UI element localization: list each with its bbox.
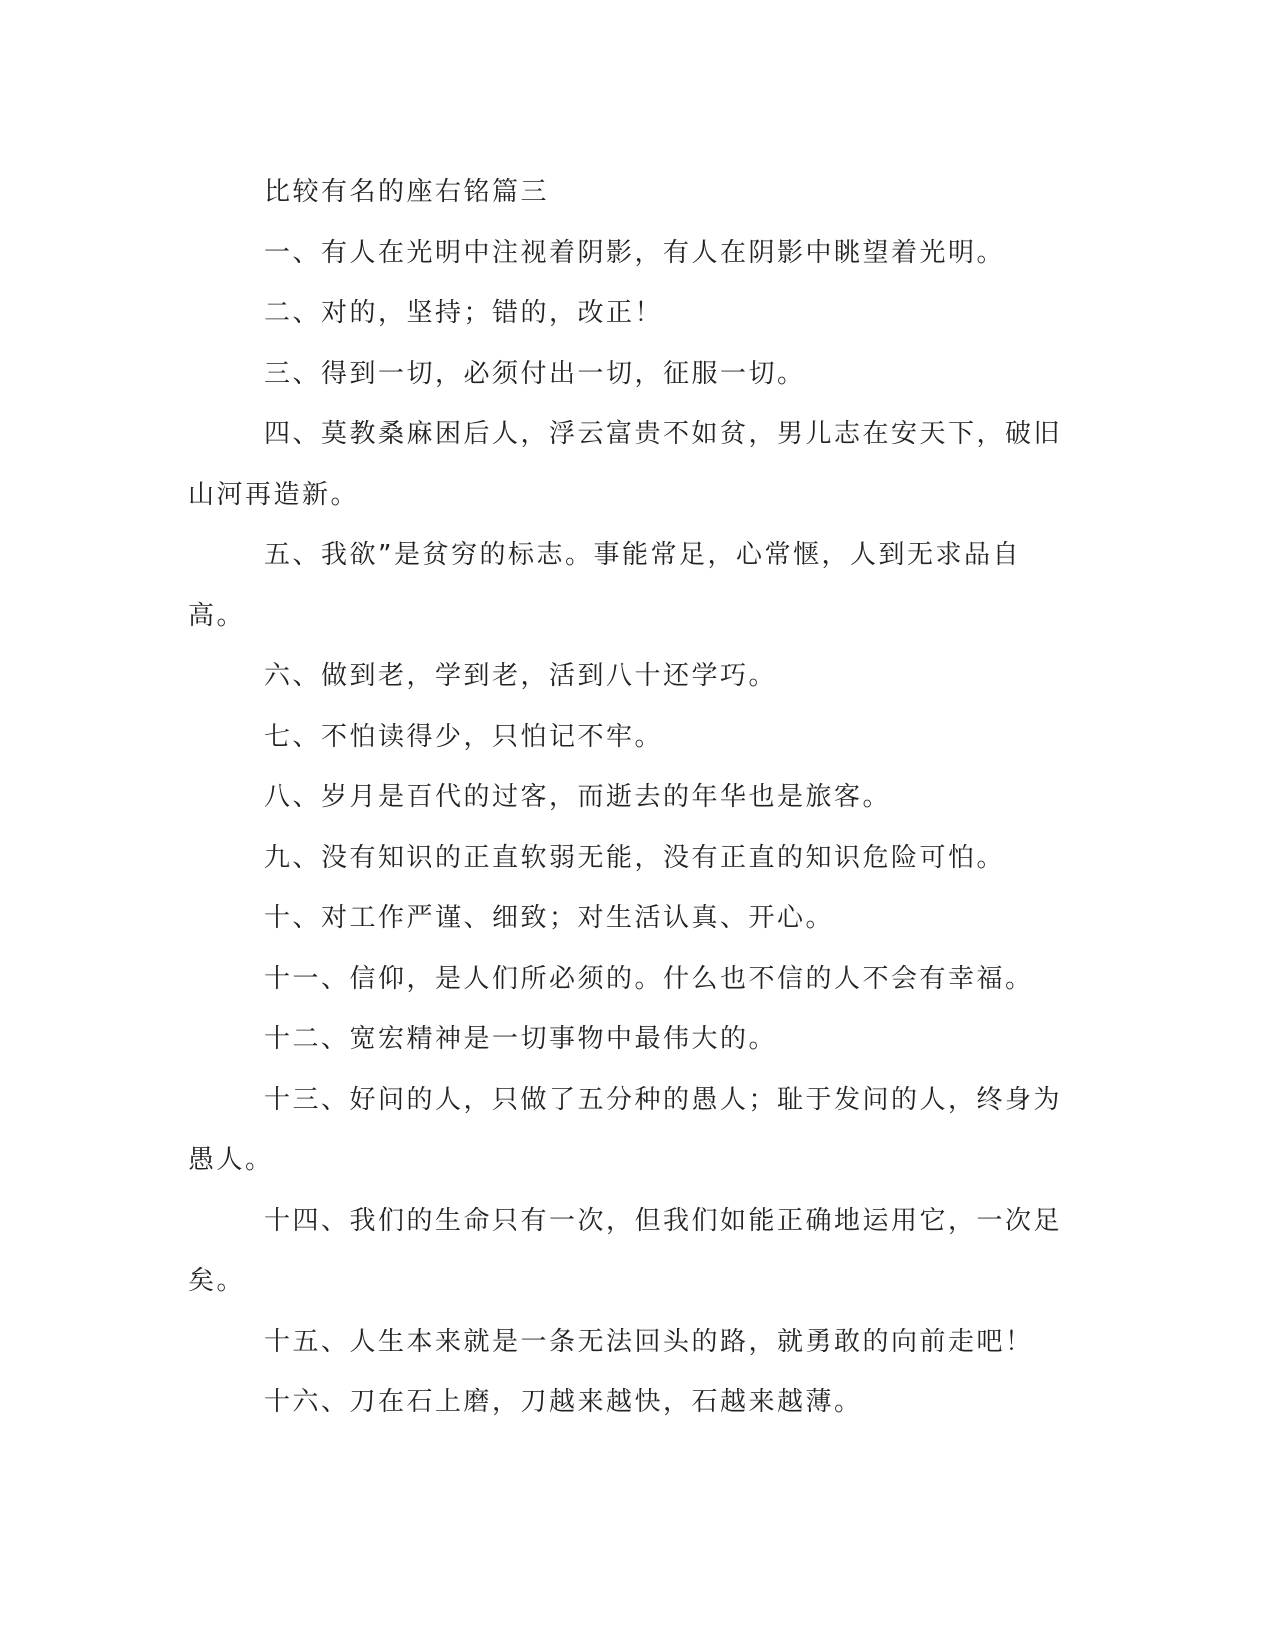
paragraph-2: 二、对的，坚持；错的，改正！ — [264, 298, 664, 328]
paragraph-15: 十五、人生本来就是一条无法回头的路，就勇敢的向前走吧！ — [264, 1326, 1034, 1357]
paragraph-4: 四、莫教桑麻困后人，浮云富贵不如贫，男儿志在安天下，破旧山河再造新。 — [188, 419, 1063, 510]
paragraph-13: 十三、好问的人，只做了五分种的愚人；耻于发问的人，终身为愚人。 — [188, 1084, 1063, 1175]
paragraph-6: 六、做到老，学到老，活到八十还学巧。 — [264, 661, 778, 691]
paragraph-14: 十四、我们的生命只有一次，但我们如能正确地运用它，一次足矣。 — [188, 1205, 1063, 1296]
paragraph-1: 一、有人在光明中注视着阴影，有人在阴影中眺望着光明。 — [264, 237, 1006, 268]
paragraph-10: 十、对工作严谨、细致；对生活认真、开心。 — [264, 903, 835, 933]
paragraph-12: 十二、宽宏精神是一切事物中最伟大的。 — [264, 1024, 778, 1054]
document-body — [188, 162, 1068, 1433]
paragraph-11: 十一、信仰，是人们所必须的。什么也不信的人不会有幸福。 — [264, 963, 1034, 994]
paragraph-5: 五、我欲”是贫穷的标志。事能常足，心常惬，人到无求品自高。 — [188, 540, 1021, 631]
paragraph-9: 九、没有知识的正直软弱无能，没有正直的知识危险可怕。 — [264, 842, 1006, 873]
paragraph-7: 七、不怕读得少，只怕记不牢。 — [264, 721, 664, 752]
paragraph-3: 三、得到一切，必须付出一切，征服一切。 — [264, 358, 806, 389]
document-title: 比较有名的座右铭篇三 — [264, 177, 550, 207]
paragraph-16: 十六、刀在石上磨，刀越来越快，石越来越薄。 — [264, 1387, 863, 1417]
paragraph-8: 八、岁月是百代的过客，而逝去的年华也是旅客。 — [264, 782, 892, 812]
